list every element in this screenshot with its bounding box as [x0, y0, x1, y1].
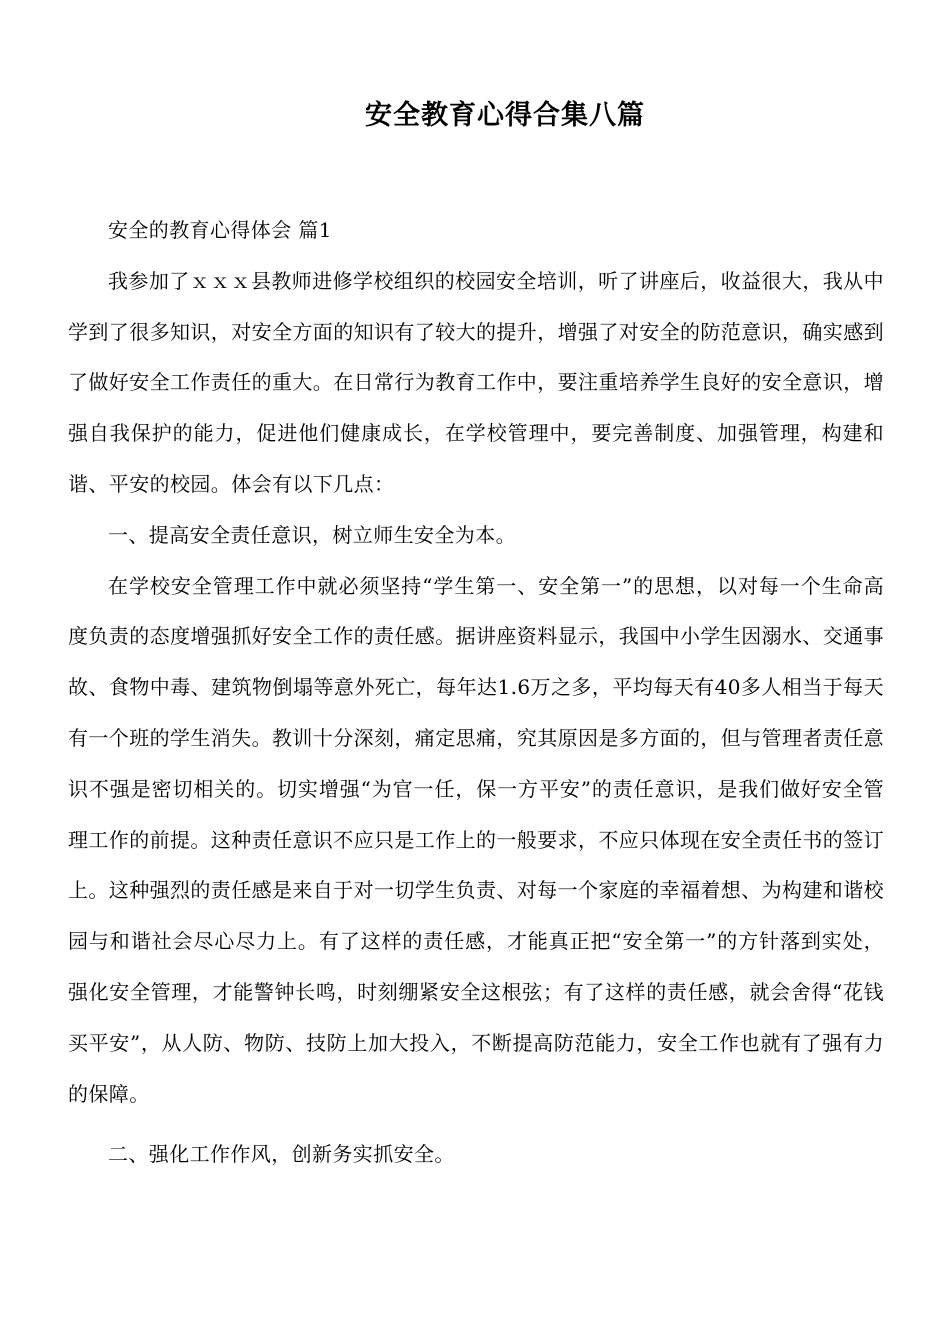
- document-title: 安全教育心得合集八篇: [365, 100, 645, 131]
- paragraph: 在学校安全管理工作中就必须坚持“学生第一、安全第一”的思想，以对每一个生命高度负责的态度增强抓好安全工作的责任感。据讲座资料显示，我国中小学生因溺水、交通事故、食物中毒、建筑物倒塌等意外死亡，每年达1.6万之多，平均每天有40多人相当于每天有一个班的学生消失。教训十分深刻，痛定思痛，究其原因是多方面的，但与管理者责任意识不强是密切相关的。切实增强“为官一任，保一方平安”的责任意识，是我们做好安全管理工作的前提。这种责任意识不应只是工作上的一般要求，不应只体现在安全责任书的签订上。这种强烈的责任感是来自于对一切学生负责、对每一个家庭的幸福着想、为构建和谐校园与和谐社会尽心尽力上。有了这样的责任感，才能真正把“安全第一”的方针落到实处，强化安全管理，才能警钟长鸣，时刻绷紧安全这根弦；有了这样的责任感，就会舍得“花钱买平安”，从人防、物防、技防上加大投入，不断提高防范能力，安全工作也就有了强有力的保障。: [68, 573, 884, 1106]
- document-body: [68, 205, 884, 1180]
- paragraph-subtitle: 安全的教育心得体会 篇1: [108, 218, 332, 242]
- paragraph-section-heading: 二、强化工作作风，创新务实抓安全。: [108, 1142, 455, 1167]
- paragraph: 我参加了ｘｘｘ县教师进修学校组织的校园安全培训，听了讲座后，收益很大，我从中学到了很多知识，对安全方面的知识有了较大的提升，增强了对安全的防范意识，确实感到了做好安全工作责任的重大。在日常行为教育工作中，要注重培养学生良好的安全意识，增强自我保护的能力，促进他们健康成长，在学校管理中，要完善制度、加强管理，构建和谐、平安的校园。体会有以下几点：: [68, 268, 884, 496]
- paragraph-section-heading: 一、提高安全责任意识，树立师生安全为本。: [108, 522, 516, 547]
